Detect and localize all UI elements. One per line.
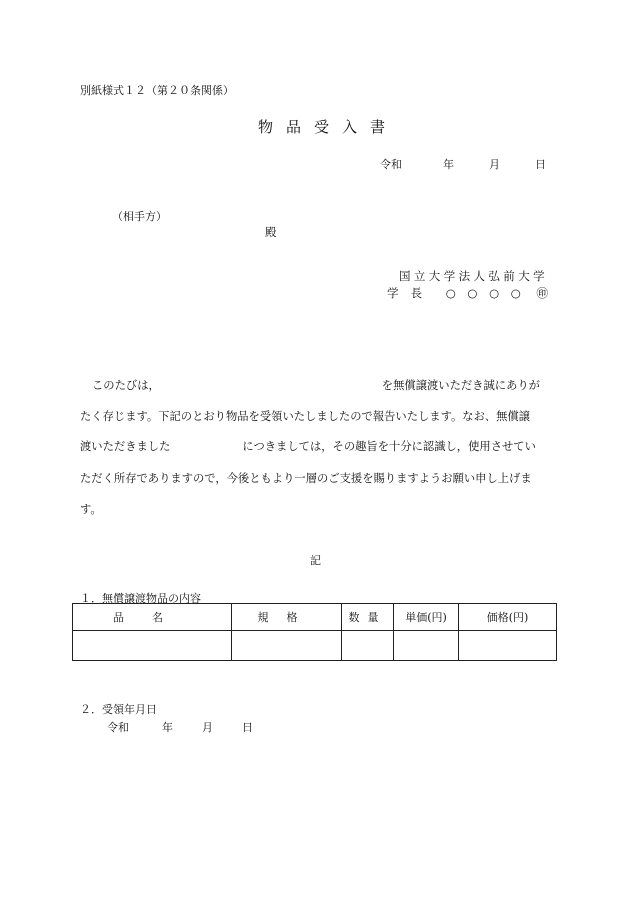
ki-heading: 記 xyxy=(310,554,321,567)
column-header-price: 価格(円) xyxy=(459,604,557,631)
cell-item-name xyxy=(73,631,232,661)
items-table xyxy=(72,603,557,661)
cell-spec xyxy=(232,631,342,661)
section1-heading: １．無償譲渡物品の内容 xyxy=(80,592,201,605)
body-line-2: たく存じます。下記のとおり物品を受領いたしましたので報告いたします。なお、無償譲 xyxy=(80,410,531,423)
column-header-item-name: 品名 xyxy=(73,604,232,631)
body-line-1-start: このたびは， xyxy=(92,379,160,392)
sender-title: 学長 xyxy=(387,286,435,300)
document-title: 物品受入書 xyxy=(257,118,398,136)
body-line-3 xyxy=(80,438,536,454)
column-header-quantity: 数量 xyxy=(342,604,394,631)
section2-heading: ２．受領年月日 xyxy=(80,703,157,716)
table-header-row xyxy=(73,604,557,631)
form-number: 別紙様式１２（第２０条関係） xyxy=(80,84,234,97)
recipient-label: （相手方） xyxy=(112,210,167,223)
body-line-1 xyxy=(80,377,540,393)
body-line-1-end: を無償譲渡いただき誠にありが xyxy=(381,379,540,392)
column-header-spec: 規格 xyxy=(232,604,342,631)
honorific: 殿 xyxy=(265,225,277,239)
body-line-3-end: につきましては，その趣旨を十分に認識し，使用させてい xyxy=(242,440,536,453)
issue-date xyxy=(380,156,546,172)
body-line-3-start: 渡いただきました xyxy=(80,440,171,453)
issue-date-day: 日 xyxy=(535,158,546,171)
cell-unit-price xyxy=(394,631,459,661)
column-header-unit-price: 単価(円) xyxy=(394,604,459,631)
body-line-4: ただく所存でありますので，今後ともより一層のご支援を賜りますようお願い申し上げま xyxy=(80,472,532,485)
seal-mark: ㊞ xyxy=(536,286,548,300)
issue-date-era: 令和 xyxy=(380,158,402,171)
cell-quantity xyxy=(342,631,394,661)
receipt-date-month: 月 xyxy=(202,721,213,734)
receipt-date-era: 令和 xyxy=(107,721,129,734)
table-row xyxy=(73,631,557,661)
receipt-date-year: 年 xyxy=(162,721,173,734)
sender-title-line xyxy=(379,285,548,301)
issue-date-month: 月 xyxy=(489,158,500,171)
body-line-5: す。 xyxy=(80,503,102,516)
sender-name-placeholder: ○ ○ ○ ○ xyxy=(445,286,525,300)
receipt-date xyxy=(107,719,253,735)
issue-date-year: 年 xyxy=(443,158,454,171)
receipt-date-day: 日 xyxy=(242,721,253,734)
cell-price xyxy=(459,631,557,661)
sender-organization: 国立大学法人弘前大学 xyxy=(399,269,548,283)
